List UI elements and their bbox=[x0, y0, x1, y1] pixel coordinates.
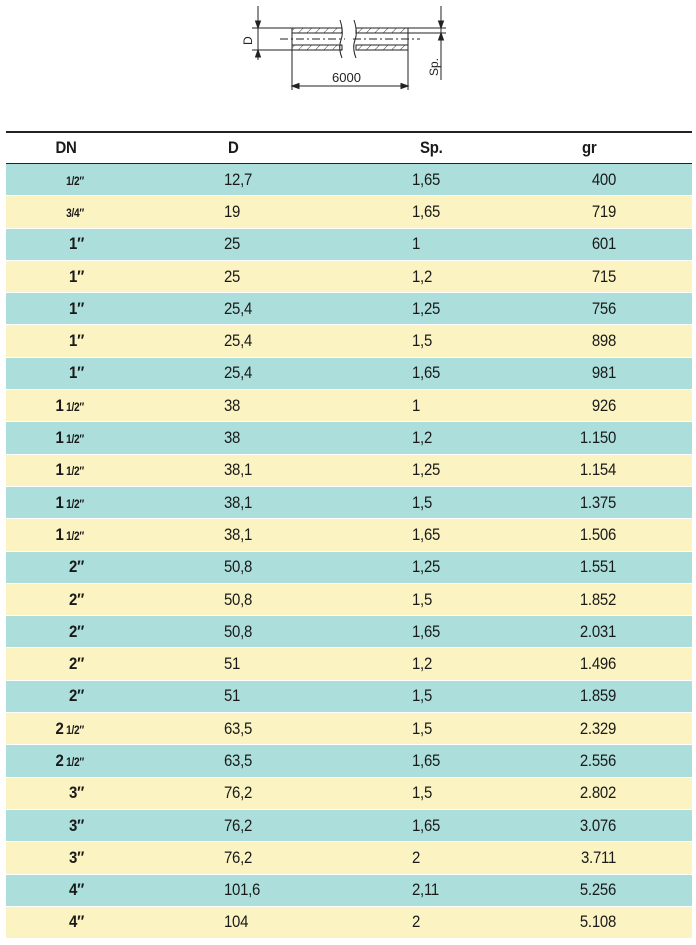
cell-d: 51 bbox=[224, 654, 241, 674]
cell-d: 38,1 bbox=[224, 492, 253, 512]
header-gr: gr bbox=[582, 138, 597, 157]
cell-dn bbox=[15, 681, 84, 712]
dn-whole: 4″ bbox=[69, 912, 84, 932]
pipe-body bbox=[280, 20, 420, 58]
dn-whole: 2 bbox=[55, 750, 64, 770]
table-row bbox=[6, 778, 692, 810]
dn-fraction: 1/2″ bbox=[66, 498, 84, 511]
length-dimension-label: 6000 bbox=[332, 70, 361, 85]
cell-gr: 1.375 bbox=[579, 492, 616, 512]
cell-gr: 719 bbox=[591, 201, 616, 221]
cell-gr: 3.076 bbox=[579, 815, 616, 835]
cell-gr: 5.256 bbox=[579, 880, 616, 900]
dn-whole: 1″ bbox=[69, 234, 84, 254]
cell-d: 19 bbox=[224, 201, 241, 221]
cell-gr: 1.154 bbox=[579, 460, 616, 480]
dn-whole: 3″ bbox=[69, 783, 84, 803]
cell-dn bbox=[15, 358, 84, 389]
dn-whole: 3″ bbox=[69, 815, 84, 835]
header-dn: DN bbox=[55, 138, 77, 157]
dn-whole: 1″ bbox=[69, 298, 84, 318]
dn-whole: 1″ bbox=[69, 363, 84, 383]
cell-dn bbox=[15, 325, 84, 356]
dn-fraction: 3/4″ bbox=[66, 207, 84, 220]
dn-whole: 1″ bbox=[69, 266, 84, 286]
cell-gr: 898 bbox=[591, 331, 616, 351]
dn-whole: 2″ bbox=[69, 686, 84, 706]
cell-gr: 1.150 bbox=[579, 428, 616, 448]
cell-dn bbox=[15, 745, 84, 776]
sp-dimension-label: Sp. bbox=[427, 57, 441, 76]
cell-sp: 1 bbox=[412, 395, 421, 415]
table-row bbox=[6, 358, 692, 390]
dn-whole: 1 bbox=[55, 395, 64, 415]
cell-d: 25,4 bbox=[224, 363, 253, 383]
cell-d: 76,2 bbox=[224, 815, 253, 835]
cell-sp: 1,5 bbox=[412, 783, 433, 803]
table-row bbox=[6, 164, 692, 196]
dn-whole: 2″ bbox=[69, 621, 84, 641]
cell-gr: 1.852 bbox=[579, 589, 616, 609]
dn-fraction: 1/2″ bbox=[66, 401, 84, 414]
dn-whole: 2 bbox=[55, 718, 64, 738]
cell-sp: 2 bbox=[412, 847, 421, 867]
cell-dn bbox=[15, 519, 84, 550]
dn-whole: 1 bbox=[55, 428, 64, 448]
cell-dn bbox=[15, 422, 84, 453]
pipe-diagram bbox=[0, 0, 696, 110]
cell-dn bbox=[15, 229, 84, 260]
cell-gr: 926 bbox=[591, 395, 616, 415]
cell-d: 38,1 bbox=[224, 524, 253, 544]
cell-dn bbox=[15, 584, 84, 615]
cell-dn bbox=[15, 552, 84, 583]
cell-dn bbox=[15, 875, 84, 906]
cell-d: 38 bbox=[224, 428, 241, 448]
dn-whole: 2″ bbox=[69, 557, 84, 577]
cell-sp: 2 bbox=[412, 912, 421, 932]
cell-sp: 1,65 bbox=[412, 524, 441, 544]
cell-gr: 981 bbox=[591, 363, 616, 383]
cell-d: 76,2 bbox=[224, 847, 253, 867]
cell-sp: 1,5 bbox=[412, 492, 433, 512]
table-row bbox=[6, 713, 692, 745]
cell-gr: 1.551 bbox=[579, 557, 616, 577]
table-row bbox=[6, 681, 692, 713]
table-row bbox=[6, 196, 692, 228]
cell-d: 104 bbox=[224, 912, 249, 932]
cell-dn bbox=[15, 810, 84, 841]
cell-d: 50,8 bbox=[224, 589, 253, 609]
table-row bbox=[6, 390, 692, 422]
d-dimension-label: D bbox=[241, 36, 255, 45]
dn-fraction: 1/2″ bbox=[66, 756, 84, 769]
dn-whole: 2″ bbox=[69, 589, 84, 609]
cell-gr: 756 bbox=[591, 298, 616, 318]
cell-sp: 1,5 bbox=[412, 589, 433, 609]
cell-sp: 2,11 bbox=[412, 880, 439, 900]
header-d: D bbox=[228, 138, 239, 157]
dn-whole: 1 bbox=[55, 524, 64, 544]
cell-dn bbox=[15, 164, 84, 195]
cell-d: 63,5 bbox=[224, 750, 253, 770]
table-row bbox=[6, 907, 692, 939]
cell-gr: 2.556 bbox=[579, 750, 616, 770]
dn-whole: 1 bbox=[55, 492, 64, 512]
cell-gr: 2.802 bbox=[579, 783, 616, 803]
cell-gr: 601 bbox=[591, 234, 616, 254]
table-body bbox=[6, 164, 692, 939]
cell-d: 25 bbox=[224, 266, 241, 286]
cell-sp: 1,65 bbox=[412, 621, 441, 641]
cell-dn bbox=[15, 455, 84, 486]
dn-whole: 1″ bbox=[69, 331, 84, 351]
cell-sp: 1,2 bbox=[412, 266, 433, 286]
cell-dn bbox=[15, 390, 84, 421]
table-row bbox=[6, 745, 692, 777]
table-row bbox=[6, 261, 692, 293]
cell-d: 38 bbox=[224, 395, 241, 415]
cell-d: 25 bbox=[224, 234, 241, 254]
cell-gr: 400 bbox=[591, 169, 616, 189]
table-row bbox=[6, 293, 692, 325]
table-row bbox=[6, 487, 692, 519]
cell-dn bbox=[15, 487, 84, 518]
table-row bbox=[6, 584, 692, 616]
cell-dn bbox=[15, 648, 84, 679]
dn-fraction: 1/2″ bbox=[66, 434, 84, 447]
cell-gr: 715 bbox=[591, 266, 616, 286]
cell-dn bbox=[15, 778, 84, 809]
table-header bbox=[6, 131, 692, 164]
cell-d: 12,7 bbox=[224, 169, 253, 189]
cell-sp: 1,65 bbox=[412, 201, 441, 221]
dn-whole: 2″ bbox=[69, 654, 84, 674]
cell-dn bbox=[15, 616, 84, 647]
cell-sp: 1,2 bbox=[412, 428, 433, 448]
cell-sp: 1,5 bbox=[412, 686, 433, 706]
table-row bbox=[6, 325, 692, 357]
cell-sp: 1,5 bbox=[412, 718, 433, 738]
cell-dn bbox=[15, 713, 84, 744]
d-dimension bbox=[252, 6, 292, 60]
cell-gr: 1.506 bbox=[579, 524, 616, 544]
table-row bbox=[6, 616, 692, 648]
cell-d: 76,2 bbox=[224, 783, 253, 803]
cell-dn bbox=[15, 842, 84, 873]
cell-gr: 1.496 bbox=[579, 654, 616, 674]
cell-gr: 2.329 bbox=[579, 718, 616, 738]
cell-gr: 5.108 bbox=[579, 912, 616, 932]
cell-d: 63,5 bbox=[224, 718, 253, 738]
cell-d: 38,1 bbox=[224, 460, 253, 480]
dn-fraction: 1/2″ bbox=[66, 466, 84, 479]
cell-sp: 1,25 bbox=[412, 298, 441, 318]
table-row bbox=[6, 810, 692, 842]
cell-sp: 1,5 bbox=[412, 331, 433, 351]
cell-gr: 2.031 bbox=[579, 621, 616, 641]
cell-d: 51 bbox=[224, 686, 241, 706]
table-row bbox=[6, 422, 692, 454]
table-row bbox=[6, 842, 692, 874]
cell-d: 25,4 bbox=[224, 298, 253, 318]
header-sp: Sp. bbox=[420, 138, 443, 157]
cell-sp: 1,65 bbox=[412, 363, 441, 383]
table-row bbox=[6, 229, 692, 261]
cell-gr: 3.711 bbox=[580, 847, 616, 867]
cell-dn bbox=[15, 196, 84, 227]
cell-dn bbox=[15, 293, 84, 324]
cell-sp: 1 bbox=[412, 234, 421, 254]
cell-sp: 1,65 bbox=[412, 750, 441, 770]
dn-whole: 4″ bbox=[69, 880, 84, 900]
table-row bbox=[6, 455, 692, 487]
cell-sp: 1,65 bbox=[412, 169, 441, 189]
table-row bbox=[6, 875, 692, 907]
table-row bbox=[6, 519, 692, 551]
cell-d: 50,8 bbox=[224, 621, 253, 641]
cell-dn bbox=[15, 907, 84, 938]
table-row bbox=[6, 552, 692, 584]
cell-d: 101,6 bbox=[224, 880, 261, 900]
cell-d: 25,4 bbox=[224, 331, 253, 351]
dn-fraction: 1/2″ bbox=[66, 724, 84, 737]
cell-sp: 1,25 bbox=[412, 460, 441, 480]
cell-sp: 1,25 bbox=[412, 557, 441, 577]
cell-sp: 1,2 bbox=[412, 654, 433, 674]
cell-dn bbox=[15, 261, 84, 292]
cell-d: 50,8 bbox=[224, 557, 253, 577]
dn-whole: 1 bbox=[55, 460, 64, 480]
table-row bbox=[6, 648, 692, 680]
dn-fraction: 1/2″ bbox=[66, 175, 84, 188]
pipe-weight-table bbox=[6, 131, 692, 939]
cell-gr: 1.859 bbox=[579, 686, 616, 706]
dn-fraction: 1/2″ bbox=[66, 530, 84, 543]
dn-whole: 3″ bbox=[69, 847, 84, 867]
cell-sp: 1,65 bbox=[412, 815, 441, 835]
